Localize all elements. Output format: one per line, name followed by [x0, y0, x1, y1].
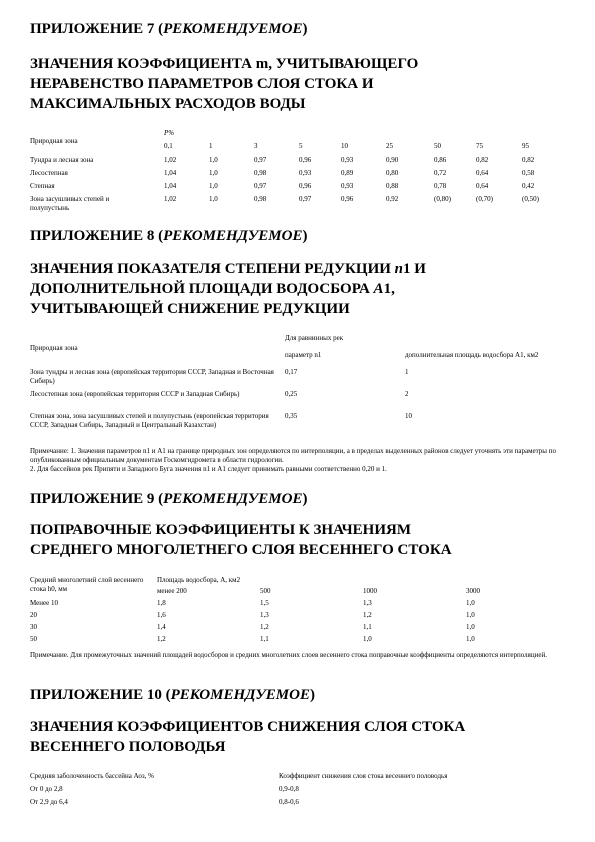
- value-cell: 1,0: [363, 635, 372, 643]
- header-zone: Природная зона: [30, 137, 78, 145]
- value-cell: 1,0: [466, 635, 475, 643]
- header-area: Площадь водосбора, A, км2: [157, 576, 241, 584]
- header-forest: Средняя заболоченность бассейна Аоз, %: [30, 772, 154, 780]
- appendix-8-heading: ПРИЛОЖЕНИЕ 8 (РЕКОМЕНДУЕМОЕ): [30, 228, 308, 244]
- header-n1: параметр n1: [285, 351, 322, 359]
- note-text: 2. Для бассейнов рек Припяти и Западного Буга значения n1 и A1 следует принимать равными соответственно 0,20 и 1.: [30, 465, 387, 473]
- value-cell: 1,5: [260, 599, 269, 607]
- value-cell: 0,97: [299, 195, 312, 203]
- value-cell: 1,3: [363, 599, 372, 607]
- layer-cell: Менее 10: [30, 599, 58, 607]
- table-row: [30, 785, 530, 798]
- range-cell: От 2,9 до 6,4: [30, 798, 68, 806]
- table-row: [30, 635, 550, 647]
- value-cell: 1,0: [466, 611, 475, 619]
- value-cell: 0,80: [386, 169, 399, 177]
- value-cell: 1,0: [466, 623, 475, 631]
- value-cell: 0,96: [299, 156, 312, 164]
- title-line: УЧИТЫВАЮЩЕЙ СНИЖЕНИЕ РЕДУКЦИИ: [30, 301, 350, 317]
- appendix-7-heading: ПРИЛОЖЕНИЕ 7 (РЕКОМЕНДУЕМОЕ): [30, 21, 308, 37]
- table-row: [30, 368, 565, 390]
- p-value: 0,1: [164, 142, 173, 150]
- value-cell: 0,98: [254, 169, 267, 177]
- zone-cell: Степная зона, зона засушливых степей и полупустынь (европейская территория СССР, Западная Сибирь, Западный и Центральный Казахстан): [30, 412, 269, 429]
- value-cell: 1,02: [164, 156, 177, 164]
- p-value: 1: [209, 142, 213, 150]
- value-cell: 1,6: [157, 611, 166, 619]
- value-cell: 0,92: [386, 195, 399, 203]
- value-cell: 0,58: [522, 169, 535, 177]
- value-cell: 0,93: [341, 156, 354, 164]
- table-row: [30, 156, 555, 169]
- table-row: [30, 390, 565, 412]
- zone-cell: Зона тундры и лесная зона (европейская территория СССР, Западная и Восточная Сибирь): [30, 368, 274, 385]
- value-cell: 1,2: [260, 623, 269, 631]
- value-cell: 0,72: [434, 169, 447, 177]
- a1-cell: 10: [405, 412, 412, 420]
- value-cell: 1,04: [164, 182, 177, 190]
- value-cell: 0,89: [341, 169, 354, 177]
- title-line: НЕРАВЕНСТВО ПАРАМЕТРОВ СЛОЯ СТОКА И: [30, 76, 374, 92]
- title-line: ЗНАЧЕНИЯ КОЭФФИЦИЕНТОВ СНИЖЕНИЯ СЛОЯ СТОКА: [30, 719, 466, 735]
- value-cell: 1,8: [157, 599, 166, 607]
- value-cell: 0,93: [341, 182, 354, 190]
- area-value: 3000: [466, 587, 480, 595]
- value-cell: 0,98: [254, 195, 267, 203]
- value-cell: 0,93: [299, 169, 312, 177]
- title-line: ЗНАЧЕНИЯ КОЭФФИЦИЕНТА m, УЧИТЫВАЮЩЕГО: [30, 56, 419, 72]
- reduction-coefficient-table: [30, 772, 530, 811]
- table-row: [30, 623, 550, 635]
- area-value: менее 200: [157, 587, 187, 595]
- coef-cell: 0,8-0,6: [279, 798, 299, 806]
- area-value: 500: [260, 587, 271, 595]
- range-cell: От 0 до 2,8: [30, 785, 63, 793]
- header-p: P%: [164, 129, 175, 137]
- appendix-9-heading: ПРИЛОЖЕНИЕ 9 (РЕКОМЕНДУЕМОЕ): [30, 491, 308, 507]
- value-cell: 0,82: [522, 156, 535, 164]
- table-row: [30, 599, 550, 611]
- table-header-row: [30, 129, 555, 142]
- value-cell: 1,04: [164, 169, 177, 177]
- title-line: ПОПРАВОЧНЫЕ КОЭФФИЦИЕНТЫ К ЗНАЧЕНИЯМ: [30, 522, 411, 538]
- value-cell: 0,96: [341, 195, 354, 203]
- note-text: Примечание. Для промежуточных значений площадей водосборов и средних многолетних слоев весеннего стока поправочные коэффициенты определяются интерполяцией.: [30, 651, 547, 659]
- value-cell: 0,64: [476, 182, 489, 190]
- value-cell: 0,90: [386, 156, 399, 164]
- value-cell: 0,42: [522, 182, 535, 190]
- layer-cell: 30: [30, 623, 37, 631]
- value-cell: (0,50): [522, 195, 539, 203]
- zone-cell: Лесостепная: [30, 169, 68, 177]
- value-cell: 0,96: [299, 182, 312, 190]
- area-value: 1000: [363, 587, 377, 595]
- appendix-7-title: [30, 54, 418, 114]
- layer-cell: 20: [30, 611, 37, 619]
- value-cell: 1,4: [157, 623, 166, 631]
- title-line: ДОПОЛНИТЕЛЬНОЙ ПЛОЩАДИ ВОДОСБОРА A1,: [30, 281, 395, 297]
- layer-cell: 50: [30, 635, 37, 643]
- value-cell: 1,1: [363, 623, 372, 631]
- p-value: 50: [434, 142, 441, 150]
- zone-cell: Лесостепная зона (европейская территория СССР и Западная Сибирь): [30, 390, 240, 398]
- coef-cell: 0,9-0,8: [279, 785, 299, 793]
- p-value: 5: [299, 142, 303, 150]
- p-value: 3: [254, 142, 258, 150]
- value-cell: 1,0: [209, 156, 218, 164]
- title-line: ЗНАЧЕНИЯ ПОКАЗАТЕЛЯ СТЕПЕНИ РЕДУКЦИИ n1 И: [30, 261, 426, 277]
- note-text: Примечание: 1. Значения параметров n1 и A1 на границе природных зон определяются по интерполяции, а в пределах выделенных районов следует уточнять эти параметры по опубликованным официальным документам Госкомгидромета в области гидрологии.: [30, 447, 556, 464]
- p-value: 10: [341, 142, 348, 150]
- value-cell: 0,82: [476, 156, 489, 164]
- value-cell: 0,78: [434, 182, 447, 190]
- p-value: 25: [386, 142, 393, 150]
- appendix-8-title: [30, 259, 426, 319]
- value-cell: 0,97: [254, 182, 267, 190]
- appendix-9-title: [30, 520, 452, 560]
- value-cell: 1,0: [466, 599, 475, 607]
- header-group: Для равнинных рек: [285, 334, 344, 342]
- value-cell: (0,70): [476, 195, 493, 203]
- value-cell: 1,3: [260, 611, 269, 619]
- table-header-row: [30, 772, 530, 785]
- value-cell: 1,0: [209, 195, 218, 203]
- appendix-10-title: [30, 717, 465, 757]
- n1-cell: 0,35: [285, 412, 298, 420]
- header-coef: Коэффициент снижения слоя стока весеннего половодья: [279, 772, 448, 780]
- value-cell: 0,64: [476, 169, 489, 177]
- appendix-10-heading: ПРИЛОЖЕНИЕ 10 (РЕКОМЕНДУЕМОЕ): [30, 687, 315, 703]
- value-cell: 1,2: [157, 635, 166, 643]
- table-header-row: [30, 334, 565, 348]
- zone-cell: Зона засушливых степей и полупустынь: [30, 195, 110, 212]
- header-a1: дополнительная площадь водосбора A1, км2: [405, 351, 539, 359]
- title-line: СРЕДНЕГО МНОГОЛЕТНЕГО СЛОЯ ВЕСЕННЕГО СТОКА: [30, 542, 452, 558]
- coefficient-m-table: [30, 129, 555, 213]
- value-cell: 1,2: [363, 611, 372, 619]
- zone-cell: Тундра и лесная зона: [30, 156, 94, 164]
- appendix-8-notes: [30, 447, 565, 474]
- value-cell: 1,02: [164, 195, 177, 203]
- table-header-row: [30, 576, 550, 587]
- table-row: [30, 169, 555, 182]
- zone-cell: Степная: [30, 182, 55, 190]
- value-cell: 0,88: [386, 182, 399, 190]
- n1-cell: 0,17: [285, 368, 298, 376]
- n1-cell: 0,25: [285, 390, 298, 398]
- header-layer: Средний многолетний слой весеннего стока h0, мм: [30, 576, 144, 593]
- a1-cell: 1: [405, 368, 409, 376]
- table-row: [30, 798, 530, 811]
- table-row: [30, 195, 555, 213]
- value-cell: 0,86: [434, 156, 447, 164]
- header-zone: Природная зона: [30, 344, 78, 352]
- p-value: 95: [522, 142, 529, 150]
- title-line: ВЕСЕННЕГО ПОЛОВОДЬЯ: [30, 739, 226, 755]
- value-cell: 1,1: [260, 635, 269, 643]
- table-row: [30, 412, 565, 440]
- table-row: [30, 611, 550, 623]
- p-value: 75: [476, 142, 483, 150]
- reduction-table: [30, 334, 565, 440]
- correction-table: [30, 576, 550, 647]
- table-row: [30, 182, 555, 195]
- title-line: МАКСИМАЛЬНЫХ РАСХОДОВ ВОДЫ: [30, 96, 306, 112]
- a1-cell: 2: [405, 390, 409, 398]
- value-cell: (0,80): [434, 195, 451, 203]
- value-cell: 0,97: [254, 156, 267, 164]
- value-cell: 1,0: [209, 169, 218, 177]
- value-cell: 1,0: [209, 182, 218, 190]
